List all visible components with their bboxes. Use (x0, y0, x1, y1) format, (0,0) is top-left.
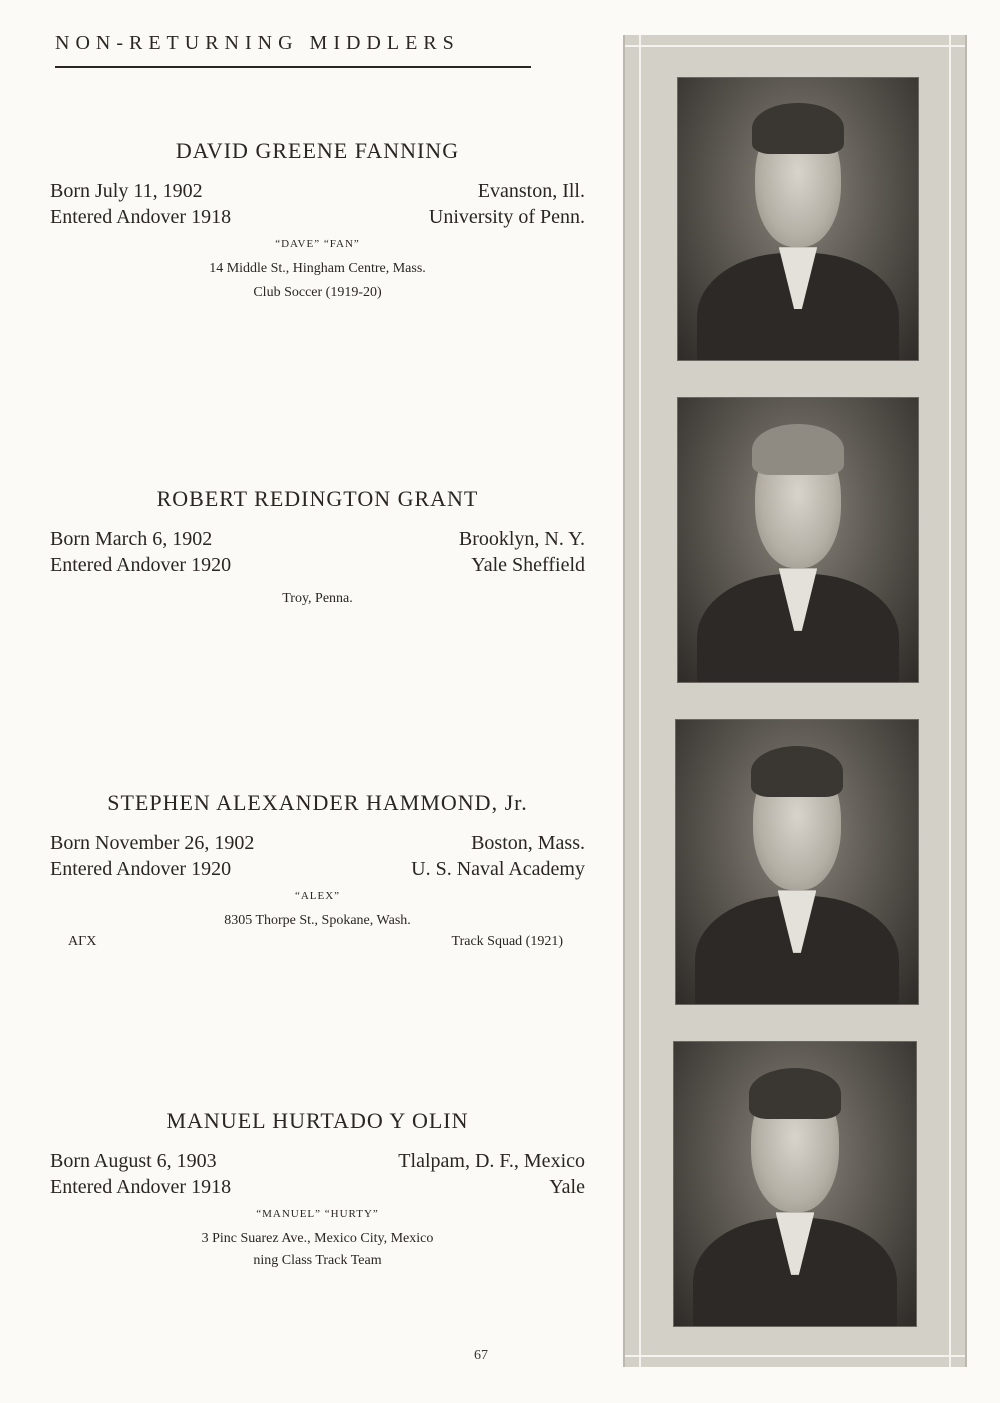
entry-hammond (50, 790, 585, 952)
college: Yale (549, 1176, 585, 1198)
born-row (50, 526, 585, 552)
portrait-hair (749, 1068, 841, 1119)
student-name: DAVID GREENE FANNING (175, 138, 460, 163)
nicknames: “DAVE” “FAN” (275, 238, 360, 250)
entered-row (50, 552, 585, 578)
student-name: ROBERT REDINGTON GRANT (156, 486, 479, 511)
address: 14 Middle St., Hingham Centre, Mass. (209, 261, 426, 276)
born-row (50, 830, 585, 856)
address: Troy, Penna. (282, 591, 353, 606)
activities: Track Squad (1921) (451, 934, 563, 949)
entered-year: Entered Andover 1920 (50, 554, 232, 576)
frame-line-left (639, 35, 641, 1367)
entered-year: Entered Andover 1920 (50, 858, 232, 880)
entered-row (50, 204, 585, 230)
nicknames: “ALEX” (294, 890, 341, 902)
student-name: STEPHEN ALEXANDER HAMMOND, Jr. (107, 790, 528, 815)
header-rule (55, 66, 531, 68)
portrait-hair (751, 746, 843, 797)
photo-column-frame (623, 35, 967, 1367)
portrait-hammond (675, 719, 919, 1005)
born-row (50, 178, 585, 204)
hometown: Brooklyn, N. Y. (458, 528, 585, 550)
hometown: Evanston, Ill. (477, 180, 585, 202)
portrait-hair (752, 103, 843, 154)
hometown: Tlalpam, D. F., Mexico (398, 1150, 585, 1172)
entry-fanning (50, 138, 585, 304)
entered-row (50, 856, 585, 882)
entered-year: Entered Andover 1918 (50, 206, 232, 228)
college: Yale Sheffield (471, 554, 585, 576)
college: University of Penn. (428, 206, 585, 228)
portrait-hurtado (673, 1041, 917, 1327)
portrait-hair (752, 424, 843, 475)
born-row (50, 1148, 585, 1174)
activities: ning Class Track Team (253, 1253, 382, 1268)
born-date: Born November 26, 1902 (50, 832, 255, 854)
entry-grant (50, 486, 585, 610)
activities: Club Soccer (1919-20) (253, 285, 382, 300)
entered-year: Entered Andover 1918 (50, 1176, 232, 1198)
entered-row (50, 1174, 585, 1200)
born-date: Born March 6, 1902 (50, 528, 213, 550)
student-name: MANUEL HURTADO Y OLIN (166, 1108, 469, 1133)
entry-hurtado (50, 1108, 585, 1272)
society-letters: ΑΓΧ (68, 934, 97, 949)
address: 3 Pinc Suarez Ave., Mexico City, Mexico (201, 1231, 434, 1246)
portrait-grant (677, 397, 919, 683)
born-date: Born August 6, 1903 (50, 1150, 217, 1172)
page-header: NON-RETURNING MIDDLERS (55, 32, 460, 54)
hometown: Boston, Mass. (471, 832, 585, 854)
frame-line-bottom (625, 1355, 965, 1357)
page-number: 67 (474, 1348, 488, 1363)
college: U. S. Naval Academy (411, 858, 585, 880)
frame-line-top (625, 45, 965, 47)
society-row (50, 932, 585, 952)
frame-line-right (949, 35, 951, 1367)
nicknames: “MANUEL” “HURTY” (256, 1208, 379, 1220)
portrait-fanning (677, 77, 919, 361)
born-date: Born July 11, 1902 (50, 180, 203, 202)
address: 8305 Thorpe St., Spokane, Wash. (224, 913, 411, 928)
